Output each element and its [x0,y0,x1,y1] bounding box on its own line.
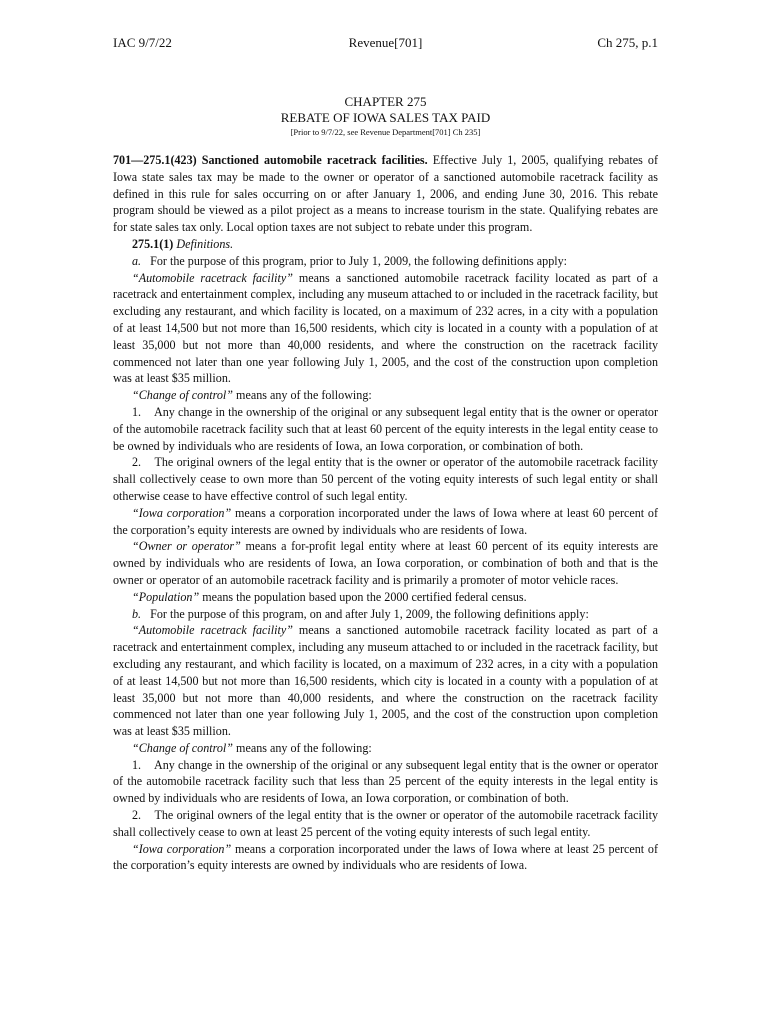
list-number: 2. [132,455,142,470]
list-item-text: Any change in the ownership of the original or any subsequent legal entity that is the owner or operator of the automobile racetrack facility such that at least 60 percent of the equity interests in the legal entity cease to be owned by individuals who are residents of Iowa, an Iowa corporation, or combination of both. [113,404,658,453]
header-page-ref: Ch 275, p.1 [597,35,658,50]
defined-term: “Change of control” [132,388,234,403]
section-a-control-definition [113,387,658,404]
defined-term: “Automobile racetrack facility” [132,623,293,638]
subrule-number: 275.1(1) [132,236,174,251]
section-a-population-definition [113,589,658,606]
section-b-intro [113,606,658,623]
list-number: 1. [132,757,142,772]
section-b-control-item-2 [113,807,658,841]
section-b-corp-definition [113,841,658,875]
list-number: 1. [132,404,142,419]
defined-term: “Change of control” [132,740,234,755]
definition-text: means any of the following: [236,388,372,403]
definition-text: means a sanctioned automobile racetrack facility located as part of a racetrack and entertainment complex, including any museum attached to or included in the racetrack facility, but excluding any restaurant, and which facility is located, on a maximum of 232 acres, in a city with a population of at least 14,500 but not more than 16,500 residents, which city is located in a county with a population of at least 35,000 but not more than 40,000 residents, and where the construction on the racetrack facility commenced not later than one year following July 1, 2005, and the cost of the construction upon completion was at least $35 million. [113,270,658,386]
section-a-control-item-1 [113,404,658,454]
definition-text: means the population based upon the 2000 certified federal census. [202,589,527,604]
chapter-heading [113,94,658,138]
definition-text: means a for-profit legal entity where at least 60 percent of its equity interests are owned by individuals who are residents of Iowa, an Iowa corporation, or combination of both and that is the owner or operator of an automobile racetrack facility and is primarily a promoter of motor vehicle races. [113,539,658,587]
definition-text: means a sanctioned automobile racetrack facility located as part of a racetrack and entertainment complex, including any museum attached to or included in the racetrack facility, but excluding any restaurant, and which facility is located, on a maximum of 232 acres, in a city with a population of at least 14,500 but not more than 16,500 residents, which city is located in a county with a population of at least 35,000 but not more than 40,000 residents, and where the construction on the racetrack facility commenced not later than one year following July 1, 2005, and the cost of the construction upon completion was at least $35 million. [113,623,658,739]
section-a-corp-definition [113,505,658,539]
section-b-facility-definition [113,622,658,740]
chapter-number: CHAPTER 275 [344,94,427,109]
section-a-facility-definition [113,270,658,388]
section-b-letter: b. [132,606,142,621]
page-header [113,35,658,51]
rule-number: 701—275.1(423) [113,153,197,167]
subrule-title: Definitions. [176,236,234,251]
defined-term: “Owner or operator” [132,539,241,554]
header-agency: Revenue[701] [348,35,423,50]
rule-heading: Sanctioned automobile racetrack facilities. [201,153,428,167]
definition-text: means a corporation incorporated under the laws of Iowa where at least 25 percent of the corporation’s equity interests are owned by individuals who are residents of Iowa. [113,841,659,873]
document-body [113,152,658,874]
section-a-control-item-2 [113,454,658,504]
list-item-text: The original owners of the legal entity that is the owner or operator of the automobile racetrack facility shall collectively cease to own more than 50 percent of the voting equity interests of such legal entity or shall otherwise cease to have effective control of such legal entity. [113,455,659,503]
subrule-heading [113,236,658,253]
header-date: IAC 9/7/22 [113,35,172,50]
defined-term: “Iowa corporation” [132,505,232,520]
section-b-control-item-1 [113,757,658,807]
definition-text: means a corporation incorporated under the laws of Iowa where at least 60 percent of the corporation’s equity interests are owned by individuals who are residents of Iowa. [113,505,659,537]
section-a-intro [113,253,658,270]
chapter-note: [Prior to 9/7/22, see Revenue Department[701] Ch 235] [290,127,481,137]
rule-text: Effective July 1, 2005, qualifying rebates of Iowa state sales tax may be made to the owner or operator of a sanctioned automobile racetrack facility as defined in this rule for sales occurring on or after January 1, 2006, and ending June 30, 2016. This rebate program should be viewed as a pilot project as a means to increase tourism in the state. Qualifying rebates are for state sales tax only. Local option taxes are not subject to rebate under this program. [113,153,658,235]
defined-term: “Population” [132,589,200,604]
section-a-owner-definition [113,538,658,588]
section-a-intro-text: For the purpose of this program, prior to July 1, 2009, the following definitions apply: [150,253,568,268]
defined-term: “Automobile racetrack facility” [132,270,293,285]
defined-term: “Iowa corporation” [132,841,232,856]
section-a-letter: a. [132,253,142,268]
chapter-title: REBATE OF IOWA SALES TAX PAID [280,110,491,125]
definition-text: means any of the following: [236,740,372,755]
section-b-control-definition [113,740,658,757]
list-item-text: Any change in the ownership of the original or any subsequent legal entity that is the owner or operator of the automobile racetrack facility such that less than 25 percent of the equity interests in the legal entity is owned by individuals who are residents of Iowa, an Iowa corporation, or combination of both. [113,757,658,806]
list-item-text: The original owners of the legal entity that is the owner or operator of the automobile racetrack facility shall collectively cease to own at least 25 percent of the voting equity interests of such legal entity. [113,808,659,839]
section-b-intro-text: For the purpose of this program, on and after July 1, 2009, the following definitions apply: [150,606,589,621]
list-number: 2. [132,808,142,823]
rule-paragraph [113,152,658,236]
